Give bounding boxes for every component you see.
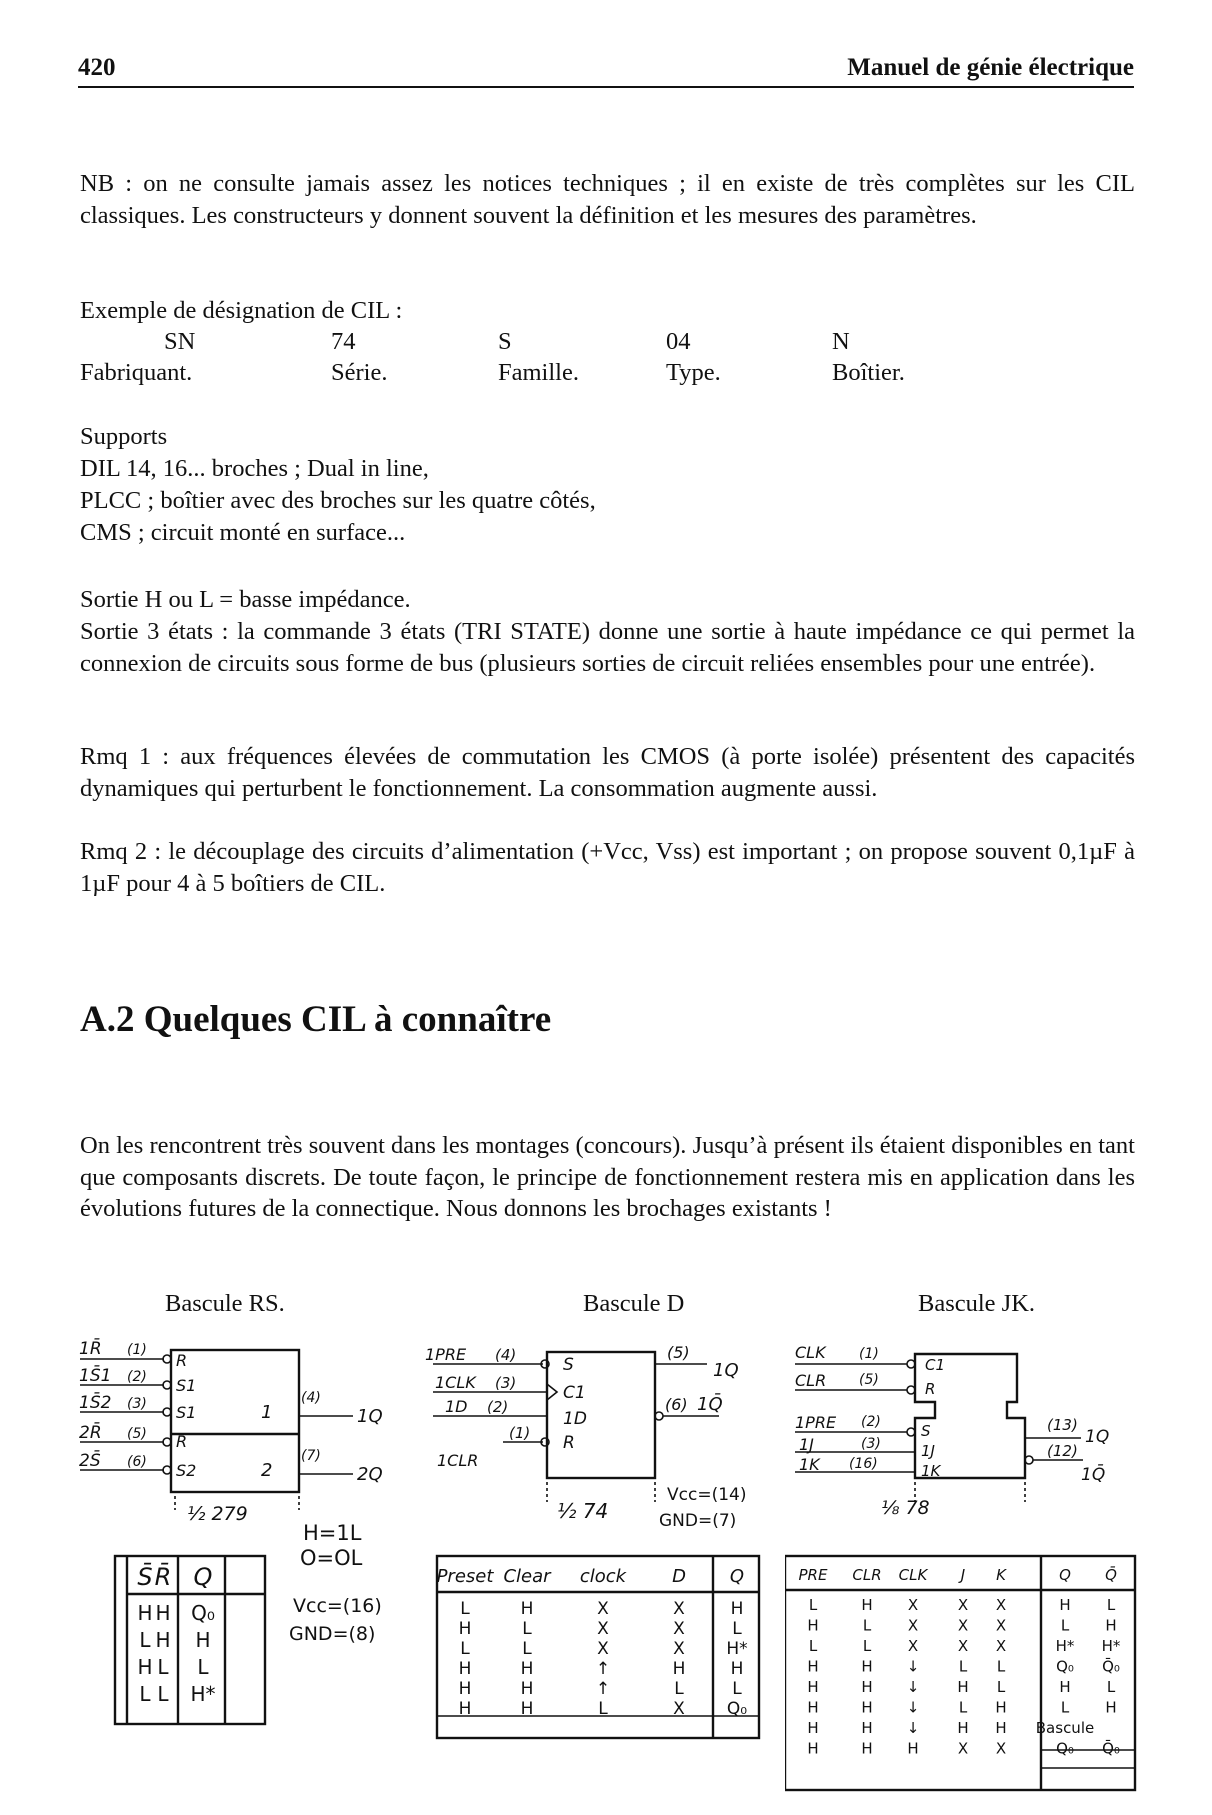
jk-table-cell: X: [957, 1596, 969, 1614]
rs-pin-number: (3): [127, 1396, 147, 1412]
jk-table-cell: L: [1106, 1596, 1116, 1614]
rs-pin-name: 1S̄2: [79, 1393, 112, 1413]
jk-pin-number: (3): [861, 1436, 881, 1452]
rs-note: O=OL: [300, 1546, 363, 1570]
jk-table-header: K: [996, 1566, 1006, 1584]
book-title: Manuel de génie électrique: [847, 54, 1134, 81]
supports-line: CMS ; circuit monté en surface...: [80, 519, 406, 546]
jk-table-cell: L: [1106, 1678, 1116, 1696]
jk-table-cell: H: [907, 1739, 919, 1758]
sortie-3-etats: Sortie 3 états : la commande 3 états (TRI STATE) donne une sortie à haute impédance ce qui permet la connexion de circuits sous forme de bus (plusieurs sorties de circuit reliées ensembles pour une entrée).: [80, 618, 1135, 677]
d-table-cell: H: [730, 1659, 744, 1679]
jk-table-cell: H: [861, 1657, 873, 1676]
d-table-cell: ↑: [595, 1659, 611, 1679]
d-table-cell: L: [460, 1639, 470, 1659]
rs-pin-name: 2S̄: [79, 1451, 101, 1471]
rs-unit-number: 2: [261, 1460, 273, 1481]
d-table-cell: L: [522, 1639, 532, 1659]
jk-table-cell: X: [957, 1739, 969, 1758]
rs-part-number: ½ 279: [187, 1503, 248, 1525]
d-table-cell: L: [522, 1619, 532, 1639]
d-table-cell: H: [520, 1699, 534, 1719]
rs-unit-number: 1: [261, 1402, 273, 1423]
jk-table-cell: L: [862, 1637, 872, 1655]
rs-pin-number: (2): [127, 1369, 147, 1385]
d-note: Vcc=(14): [667, 1485, 747, 1505]
jk-out-pin-number: (12): [1047, 1442, 1078, 1460]
rs-table-cell: L: [157, 1655, 169, 1679]
jk-table-cell: H*: [1101, 1637, 1121, 1655]
rs-truth-table: [137, 1562, 215, 1706]
jk-box-label: C1: [925, 1356, 946, 1374]
rs-table-cell: H: [137, 1601, 153, 1625]
designation-code: 74: [331, 328, 356, 355]
jk-table-cell: H: [995, 1698, 1007, 1717]
designation-intro: Exemple de désignation de CIL :: [80, 297, 403, 324]
d-table-cell: X: [597, 1599, 609, 1619]
rs-box-label: R: [176, 1351, 188, 1370]
jk-table-cell: L: [958, 1698, 968, 1717]
jk-table-cell: H: [861, 1678, 873, 1696]
jk-table-header: J: [960, 1566, 966, 1584]
d-table-cell: H: [458, 1619, 472, 1639]
rs-box-label: R: [176, 1432, 188, 1451]
jk-table-cell: H: [1105, 1698, 1117, 1717]
jk-pin-name: 1J: [799, 1435, 814, 1454]
jk-table-header: Q̄: [1105, 1566, 1117, 1584]
d-truth-table: [437, 1566, 748, 1719]
d-table-cell: L: [732, 1679, 742, 1699]
designation-label: Type.: [666, 359, 721, 386]
rs-table-cell: Q₀: [191, 1601, 215, 1625]
jk-flipflop-diagram: [785, 1330, 1145, 1800]
d-pin-number: (2): [487, 1398, 509, 1416]
rs-table-cell: H: [137, 1655, 153, 1679]
jk-box-label: 1J: [921, 1442, 935, 1460]
rs-table-header: S̄: [137, 1563, 153, 1591]
d-table-cell: H: [458, 1699, 472, 1719]
jk-table-cell: Q̄₀: [1102, 1739, 1120, 1758]
d-table-cell: H: [458, 1659, 472, 1679]
rs-pin-number: (5): [127, 1426, 147, 1442]
jk-truth-table: [799, 1565, 1121, 1757]
jk-table-cell: H: [807, 1719, 819, 1737]
rs-table-cell: H: [155, 1601, 171, 1625]
section-intro: On les rencontrent très souvent dans les montages (concours). Jusqu’à présent ils étaient disponibles en tant que composants discrets. De toute façon, le principe de fonctionnement restera mis en application dans les évolutions futures de la connectique. Nous donnons les brochages existants !: [80, 1132, 1135, 1222]
jk-table-cell: H: [807, 1678, 819, 1696]
jk-table-cell: X: [957, 1616, 969, 1635]
d-table-cell: X: [673, 1619, 685, 1639]
rs-table-cell: L: [139, 1682, 151, 1706]
jk-pin-number: (2): [861, 1414, 881, 1430]
rs-table-cell: H: [155, 1628, 171, 1652]
designation-code: N: [832, 328, 850, 355]
supports-line: PLCC ; boîtier avec des broches sur les quatre côtés,: [80, 487, 596, 514]
d-table-cell: ↑: [595, 1679, 611, 1699]
supports-line: DIL 14, 16... broches ; Dual in line,: [80, 455, 429, 482]
d-pin-name: 1CLK: [435, 1373, 476, 1392]
jk-table-cell: Bascule: [1035, 1719, 1095, 1737]
jk-box-label: S: [921, 1422, 931, 1440]
jk-table-cell: H: [807, 1657, 819, 1676]
d-table-header: Q: [729, 1566, 745, 1587]
designation-code: SN: [164, 328, 196, 355]
d-pin-number: (4): [495, 1346, 517, 1364]
jk-table-cell: H*: [1055, 1637, 1075, 1655]
rs-table-cell: L: [197, 1655, 209, 1679]
jk-table-cell: X: [995, 1596, 1007, 1614]
jk-table-cell: Q₀: [1056, 1739, 1074, 1758]
jk-table-cell: X: [957, 1637, 969, 1655]
d-table-cell: X: [673, 1699, 685, 1719]
jk-table-cell: X: [907, 1596, 919, 1614]
jk-table-cell: Q₀: [1056, 1657, 1074, 1676]
d-table-cell: H: [520, 1659, 534, 1679]
jk-table-header: CLK: [898, 1566, 928, 1584]
jk-table-cell: H: [1059, 1678, 1071, 1696]
jk-table-header: PRE: [798, 1566, 828, 1584]
rs-note: Vcc=(16): [293, 1595, 382, 1617]
jk-table-cell: L: [862, 1616, 872, 1635]
rs-table-cell: L: [157, 1682, 169, 1706]
jk-table-cell: X: [907, 1616, 919, 1635]
jk-table-cell: H: [807, 1739, 819, 1758]
d-table-cell: H: [458, 1679, 472, 1699]
d-pin-name: 1PRE: [425, 1345, 467, 1364]
jk-table-cell: H: [861, 1698, 873, 1717]
jk-output-name: 1Q: [1085, 1427, 1110, 1447]
jk-table-cell: L: [1060, 1698, 1070, 1717]
d-table-cell: X: [673, 1639, 685, 1659]
rs-pin-name: 2R̄: [79, 1423, 102, 1443]
d-out-pin-number: (6): [665, 1395, 688, 1414]
d-box-label: 1D: [563, 1409, 587, 1429]
d-pin-name: 1CLR: [437, 1451, 479, 1470]
jk-table-cell: H: [995, 1719, 1007, 1737]
d-table-cell: L: [598, 1699, 608, 1719]
jk-pin-number: (5): [859, 1372, 879, 1388]
d-table-header: D: [672, 1566, 686, 1587]
jk-table-cell: H: [1105, 1616, 1117, 1635]
rs-table-cell: H: [195, 1628, 211, 1652]
jk-part-number: ⅛ 78: [881, 1497, 930, 1519]
designation-label: Boîtier.: [832, 359, 905, 386]
jk-box-label: 1K: [921, 1462, 941, 1480]
rs-pin-name: 1R̄: [79, 1339, 102, 1359]
jk-table-cell: H: [807, 1698, 819, 1717]
remark-1: Rmq 1 : aux fréquences élevées de commutation les CMOS (à porte isolée) présentent des capacités dynamiques qui perturbent le fonctionnement. La consommation augmente aussi.: [80, 743, 1135, 802]
d-table-cell: X: [597, 1619, 609, 1639]
jk-table-cell: X: [995, 1616, 1007, 1635]
jk-table-cell: H: [861, 1719, 873, 1737]
rs-box-label: S2: [176, 1461, 197, 1480]
d-table-cell: L: [460, 1599, 470, 1619]
d-out-pin-number: (5): [667, 1343, 690, 1362]
jk-table-cell: ↓: [906, 1698, 920, 1717]
d-output-name: 1Q: [713, 1360, 739, 1381]
jk-table-cell: L: [808, 1637, 818, 1655]
jk-pin-number: (1): [859, 1346, 879, 1362]
jk-pin-name: 1K: [799, 1455, 820, 1474]
d-table-cell: H: [520, 1679, 534, 1699]
rs-out-pin-number: (4): [301, 1390, 321, 1406]
d-box-label: C1: [563, 1383, 586, 1403]
jk-table-cell: ↓: [906, 1719, 920, 1737]
nb-paragraph: NB : on ne consulte jamais assez les notices techniques ; il en existe de très complètes sur les CIL classiques. Les constructeurs y donnent souvent la définition et les mesures des paramètres.: [80, 170, 1135, 229]
jk-table-cell: L: [996, 1678, 1006, 1696]
rs-table-header: Q: [193, 1563, 213, 1591]
d-flipflop-diagram: [415, 1330, 775, 1750]
running-header: [78, 52, 1134, 88]
remark-2: Rmq 2 : le découplage des circuits d’alimentation (+Vcc, Vss) est important ; on propose souvent 0,1µF à 1µF pour 4 à 5 boîtiers de CIL.: [80, 838, 1135, 897]
rs-output-name: 1Q: [357, 1406, 383, 1427]
rs-box-label: S1: [176, 1403, 197, 1422]
jk-table-cell: H: [807, 1616, 819, 1635]
jk-table-cell: Q̄₀: [1102, 1657, 1120, 1676]
d-table-cell: H: [672, 1659, 686, 1679]
d-table-cell: H: [730, 1599, 744, 1619]
jk-table-cell: H: [861, 1596, 873, 1614]
d-table-cell: H*: [726, 1639, 748, 1659]
jk-table-cell: ↓: [906, 1678, 920, 1696]
jk-table-cell: L: [996, 1657, 1006, 1676]
d-table-header: clock: [579, 1566, 627, 1587]
d-table-header: Preset: [436, 1566, 494, 1587]
d-table-cell: L: [732, 1619, 742, 1639]
d-output-name: 1Q̄: [697, 1394, 723, 1415]
jk-pin-name: CLR: [795, 1371, 827, 1390]
rs-box-label: S1: [176, 1376, 197, 1395]
jk-table-cell: ↓: [906, 1657, 920, 1676]
designation-code: S: [498, 328, 512, 355]
supports-title: Supports: [80, 423, 168, 450]
designation-label: Fabriquant.: [80, 359, 193, 386]
rs-pin-number: (6): [127, 1454, 147, 1470]
d-table-cell: X: [673, 1599, 685, 1619]
d-pin-name: 1D: [445, 1397, 468, 1416]
rs-output-name: 2Q: [357, 1464, 383, 1485]
section-heading: A.2 Quelques CIL à connaître: [80, 999, 552, 1040]
jk-output-name: 1Q̄: [1081, 1465, 1106, 1485]
rs-pin-number: (1): [127, 1342, 147, 1358]
rs-flipflop-diagram: [75, 1330, 415, 1750]
designation-code: 04: [666, 328, 691, 355]
jk-table-cell: H: [861, 1739, 873, 1758]
rs-table-cell: L: [139, 1628, 151, 1652]
caption-jk: Bascule JK.: [918, 1290, 1036, 1317]
jk-table-cell: L: [958, 1657, 968, 1676]
d-pin-number: (1): [509, 1424, 531, 1442]
jk-out-pin-number: (13): [1047, 1416, 1078, 1434]
page-number: 420: [78, 54, 116, 81]
designation-label: Famille.: [498, 359, 579, 386]
d-note: GND=(7): [659, 1511, 737, 1531]
jk-pin-name: 1PRE: [795, 1413, 837, 1432]
d-box-label: R: [563, 1433, 575, 1453]
rs-pin-name: 1S̄1: [79, 1366, 112, 1386]
d-table-cell: Q₀: [726, 1699, 748, 1719]
rs-table-cell: H*: [190, 1682, 216, 1706]
jk-table-header: Q: [1059, 1566, 1071, 1584]
jk-pin-number: (16): [849, 1456, 878, 1472]
rs-note: H=1L: [303, 1521, 362, 1545]
rs-table-header: R̄: [154, 1563, 172, 1591]
rs-note: GND=(8): [289, 1623, 376, 1645]
d-table-cell: X: [597, 1639, 609, 1659]
rs-out-pin-number: (7): [301, 1448, 321, 1464]
d-table-cell: H: [520, 1599, 534, 1619]
jk-table-cell: H: [1059, 1596, 1071, 1614]
caption-d: Bascule D: [583, 1290, 685, 1317]
jk-table-cell: H: [957, 1678, 969, 1696]
jk-table-header: CLR: [852, 1566, 882, 1584]
jk-table-cell: H: [957, 1719, 969, 1737]
jk-table-cell: X: [995, 1739, 1007, 1758]
d-pin-number: (3): [495, 1374, 517, 1392]
sortie-hl: Sortie H ou L = basse impédance.: [80, 586, 411, 613]
jk-table-cell: L: [808, 1596, 818, 1614]
d-table-cell: L: [674, 1679, 684, 1699]
jk-table-cell: X: [907, 1637, 919, 1655]
d-box-label: S: [563, 1355, 574, 1375]
d-table-header: Clear: [503, 1566, 551, 1587]
jk-table-cell: X: [995, 1637, 1007, 1655]
d-part-number: ½ 74: [557, 1499, 609, 1523]
designation-label: Série.: [331, 359, 388, 386]
jk-box-label: R: [925, 1380, 936, 1398]
jk-table-cell: L: [1060, 1616, 1070, 1635]
jk-pin-name: CLK: [795, 1343, 826, 1362]
caption-rs: Bascule RS.: [165, 1290, 285, 1317]
